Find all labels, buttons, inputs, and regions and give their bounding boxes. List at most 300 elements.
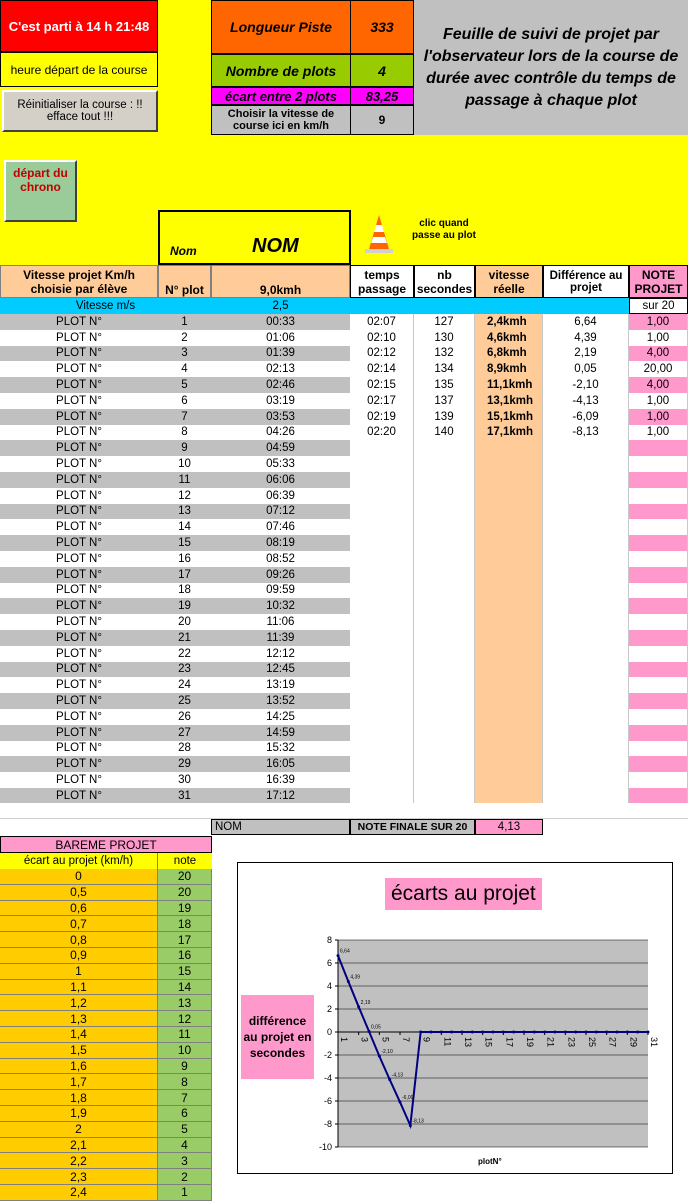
cell-difference (543, 488, 629, 504)
cell-note: 1,00 (629, 409, 688, 425)
bareme-note: 4 (158, 1138, 212, 1154)
cell-seconds: 140 (414, 425, 475, 441)
cell-difference: 0,05 (543, 361, 629, 377)
cell-seconds (414, 630, 475, 646)
cell-seconds: 132 (414, 346, 475, 362)
bareme-gap: 1,4 (0, 1027, 158, 1043)
col-header-time: temps passage (350, 265, 414, 298)
cell-plot-number: 14 (178, 521, 191, 534)
cell-difference: -6,09 (543, 409, 629, 425)
cell-passage-time[interactable]: 02:20 (350, 425, 414, 441)
track-length-label: Longueur Piste (211, 0, 351, 54)
cell-real-speed (475, 630, 543, 646)
cell-plot-number: 1 (181, 315, 188, 328)
traffic-cone-icon[interactable] (362, 213, 396, 255)
cell-passage-time[interactable] (350, 709, 414, 725)
cell-real-speed (475, 646, 543, 662)
cell-note: 1,00 (629, 314, 688, 330)
bareme-gap: 0,7 (0, 916, 158, 932)
cell-seconds (414, 583, 475, 599)
cell-passage-time[interactable] (350, 598, 414, 614)
cell-passage-time[interactable] (350, 662, 414, 678)
x-tick-label: 25 (587, 1037, 597, 1048)
cell-projected-time: 06:06 (266, 473, 295, 486)
table-row (0, 519, 688, 535)
cell-passage-time[interactable] (350, 567, 414, 583)
cell-plot-number: 2 (181, 331, 188, 344)
cell-passage-time[interactable]: 02:19 (350, 409, 414, 425)
cell-difference: 2,19 (543, 346, 629, 362)
cell-real-speed (475, 677, 543, 693)
bareme-gap: 1,1 (0, 980, 158, 996)
cell-plot-label: PLOT N° (56, 552, 102, 565)
bareme-gap: 2,4 (0, 1185, 158, 1201)
cell-plot-number: 11 (178, 473, 191, 486)
cell-real-speed (475, 488, 543, 504)
cell-difference: 6,64 (543, 314, 629, 330)
y-tick-label: -6 (323, 1096, 332, 1106)
bareme-row (0, 995, 212, 1011)
cell-note (629, 583, 688, 599)
data-point (419, 1031, 422, 1034)
cell-difference (543, 662, 629, 678)
cell-plot-label: PLOT N° (56, 774, 102, 787)
cell-plot-label: PLOT N° (56, 616, 102, 629)
cell-passage-time[interactable] (350, 772, 414, 788)
cell-note (629, 756, 688, 772)
x-tick-label: 9 (421, 1037, 432, 1043)
cell-passage-time[interactable]: 02:14 (350, 361, 414, 377)
table-row (0, 440, 688, 456)
cell-seconds (414, 646, 475, 662)
cell-real-speed (475, 504, 543, 520)
gap-label: écart entre 2 plots (211, 87, 351, 105)
cell-difference (543, 504, 629, 520)
bareme-note: 9 (158, 1059, 212, 1075)
cones-label: Nombre de plots (211, 54, 351, 87)
table-row (0, 456, 688, 472)
ms-row (0, 298, 688, 314)
bareme-note: 3 (158, 1153, 212, 1169)
bareme-note: 14 (158, 980, 212, 996)
footer-name-label: NOM (211, 819, 350, 835)
table-row (0, 330, 688, 346)
cell-difference (543, 741, 629, 757)
col-header-speed: Vitesse projet Km/h choisie par élève (0, 265, 158, 298)
cell-projected-time: 00:33 (266, 315, 295, 328)
y-tick-label: 0 (326, 1027, 332, 1037)
cell-note (629, 535, 688, 551)
cell-seconds (414, 614, 475, 630)
data-label: 4,39 (350, 974, 361, 981)
cell-note (629, 662, 688, 678)
bareme-gap: 1 (0, 964, 158, 980)
reset-button[interactable]: Réinitialiser la course : !! efface tout !!! (2, 90, 158, 132)
cell-note (629, 551, 688, 567)
cell-projected-time: 01:39 (266, 347, 295, 360)
table-row (0, 693, 688, 709)
cell-projected-time: 02:13 (266, 363, 295, 376)
bareme-row (0, 1090, 212, 1106)
cell-real-speed (475, 598, 543, 614)
table-row (0, 614, 688, 630)
cell-plot-number: 13 (178, 505, 191, 518)
y-tick-label: 2 (326, 1004, 332, 1014)
cell-passage-time[interactable]: 02:17 (350, 393, 414, 409)
bareme-row (0, 964, 212, 980)
table-row (0, 725, 688, 741)
cell-passage-time[interactable]: 02:15 (350, 377, 414, 393)
col-header-real-speed: vitesse réelle (475, 265, 543, 298)
x-tick-label: 11 (442, 1037, 453, 1047)
cell-plot-number: 4 (181, 363, 188, 376)
bareme-table (0, 869, 212, 1200)
cell-projected-time: 07:46 (266, 521, 295, 534)
data-label: -8,13 (412, 1118, 424, 1125)
cell-plot-number: 22 (178, 647, 191, 660)
data-point (450, 1031, 453, 1034)
cell-seconds (414, 741, 475, 757)
data-point (430, 1031, 433, 1034)
cell-difference (543, 709, 629, 725)
bareme-note: 5 (158, 1122, 212, 1138)
bareme-row (0, 1059, 212, 1075)
cell-seconds (414, 598, 475, 614)
bareme-gap: 1,7 (0, 1074, 158, 1090)
bareme-gap: 1,6 (0, 1059, 158, 1075)
cell-plot-number: 9 (181, 442, 188, 455)
bareme-note: 8 (158, 1074, 212, 1090)
table-row (0, 598, 688, 614)
cell-passage-time[interactable] (350, 440, 414, 456)
cell-seconds: 134 (414, 361, 475, 377)
cell-seconds (414, 440, 475, 456)
data-label: 0,05 (371, 1024, 381, 1031)
cell-difference (543, 677, 629, 693)
cell-difference (543, 725, 629, 741)
cell-note: 4,00 (629, 377, 688, 393)
cell-projected-time: 05:33 (266, 458, 295, 471)
cell-note (629, 772, 688, 788)
cell-seconds (414, 567, 475, 583)
bareme-row (0, 948, 212, 964)
y-tick-label: -2 (323, 1050, 332, 1060)
table-row (0, 646, 688, 662)
cell-real-speed: 17,1kmh (475, 425, 543, 441)
cell-real-speed (475, 551, 543, 567)
chrono-start-button[interactable]: départ du chrono (4, 160, 77, 222)
x-tick-label: 5 (380, 1037, 391, 1043)
cell-plot-number: 28 (178, 742, 191, 755)
cell-plot-label: PLOT N° (56, 758, 102, 771)
track-length-value[interactable]: 333 (350, 0, 414, 54)
name-small-label: Nom (170, 244, 197, 258)
cell-plot-label: PLOT N° (56, 394, 102, 407)
data-point (440, 1031, 443, 1034)
cell-note (629, 788, 688, 804)
table-row (0, 551, 688, 567)
cell-seconds (414, 504, 475, 520)
final-grade-label: NOTE FINALE SUR 20 (350, 819, 475, 835)
cones-value[interactable]: 4 (350, 54, 414, 87)
bareme-note: 12 (158, 1011, 212, 1027)
data-point (492, 1031, 495, 1034)
cell-passage-time[interactable] (350, 725, 414, 741)
bareme-row (0, 1074, 212, 1090)
cell-projected-time: 04:59 (266, 442, 295, 455)
cell-difference (543, 772, 629, 788)
cell-plot-label: PLOT N° (56, 710, 102, 723)
cell-seconds (414, 709, 475, 725)
bareme-note: 11 (158, 1027, 212, 1043)
cell-passage-time[interactable] (350, 472, 414, 488)
cell-seconds (414, 662, 475, 678)
cell-passage-time[interactable] (350, 693, 414, 709)
cell-passage-time[interactable] (350, 504, 414, 520)
cell-note: 1,00 (629, 425, 688, 441)
bareme-gap: 0,8 (0, 932, 158, 948)
table-row (0, 772, 688, 788)
cell-note: 1,00 (629, 330, 688, 346)
cell-real-speed (475, 614, 543, 630)
table-row (0, 346, 688, 362)
data-point (481, 1031, 484, 1034)
data-point (471, 1031, 474, 1034)
table-row (0, 409, 688, 425)
cell-projected-time: 15:32 (266, 742, 295, 755)
cell-plot-label: PLOT N° (56, 347, 102, 360)
cell-real-speed (475, 583, 543, 599)
cell-projected-time: 13:19 (266, 679, 295, 692)
x-tick-label: 1 (339, 1037, 349, 1043)
data-label: -2,10 (381, 1049, 393, 1056)
table-row (0, 535, 688, 551)
bareme-gap: 2 (0, 1122, 158, 1138)
cell-passage-time[interactable] (350, 583, 414, 599)
cell-plot-number: 5 (181, 379, 188, 392)
bareme-gap: 2,2 (0, 1153, 158, 1169)
cell-note (629, 677, 688, 693)
cell-plot-label: PLOT N° (56, 726, 102, 739)
cell-seconds (414, 488, 475, 504)
x-tick-label: 21 (545, 1037, 556, 1048)
cell-passage-time[interactable]: 02:07 (350, 314, 414, 330)
cell-real-speed: 13,1kmh (475, 393, 543, 409)
cell-seconds (414, 535, 475, 551)
cell-passage-time[interactable] (350, 630, 414, 646)
cell-seconds (414, 472, 475, 488)
cell-note (629, 456, 688, 472)
bareme-gap: 1,8 (0, 1090, 158, 1106)
cell-note (629, 725, 688, 741)
cell-note (629, 614, 688, 630)
x-tick-label: 3 (359, 1037, 370, 1043)
col-header-note: NOTE PROJET (629, 265, 688, 298)
data-label: -4,13 (391, 1072, 404, 1079)
table-row (0, 567, 688, 583)
cell-real-speed (475, 472, 543, 488)
cell-plot-number: 16 (178, 552, 191, 565)
cell-real-speed (475, 662, 543, 678)
cell-note: 20,00 (629, 361, 688, 377)
cell-passage-time[interactable] (350, 456, 414, 472)
data-point (616, 1031, 619, 1034)
cell-plot-label: PLOT N° (56, 647, 102, 660)
cell-passage-time[interactable] (350, 646, 414, 662)
cell-difference (543, 472, 629, 488)
bareme-gap: 0,5 (0, 885, 158, 901)
data-point (585, 1031, 588, 1034)
cell-passage-time[interactable] (350, 519, 414, 535)
bareme-row (0, 1138, 212, 1154)
speed-choice-input[interactable]: 9 (350, 105, 414, 135)
cell-note (629, 709, 688, 725)
cell-passage-time[interactable] (350, 488, 414, 504)
cell-seconds (414, 677, 475, 693)
cell-passage-time[interactable]: 02:10 (350, 330, 414, 346)
cell-projected-time: 09:26 (266, 568, 295, 581)
bareme-note: 18 (158, 916, 212, 932)
x-tick-label: 17 (504, 1037, 515, 1048)
x-tick-label: 29 (628, 1037, 639, 1048)
ms-label: Vitesse m/s (0, 298, 211, 314)
data-point (564, 1031, 567, 1034)
data-point (461, 1031, 464, 1034)
data-point (626, 1031, 629, 1034)
cell-projected-time: 04:26 (266, 426, 295, 439)
cell-difference (543, 519, 629, 535)
bareme-note: 15 (158, 964, 212, 980)
cell-note (629, 472, 688, 488)
cell-passage-time[interactable] (350, 535, 414, 551)
cell-difference: -8,13 (543, 425, 629, 441)
cell-plot-label: PLOT N° (56, 663, 102, 676)
data-point (554, 1031, 557, 1034)
bareme-col-note: note (158, 853, 212, 869)
x-tick-label: 7 (401, 1037, 411, 1043)
cell-passage-time[interactable] (350, 614, 414, 630)
col-header-seconds: nb secondes (414, 265, 475, 298)
cell-projected-time: 08:52 (266, 552, 295, 565)
cell-note (629, 693, 688, 709)
ms-row-fill (350, 298, 629, 314)
start-time-caption: heure départ de la course (0, 52, 158, 87)
bareme-note: 2 (158, 1169, 212, 1185)
cell-passage-time[interactable] (350, 551, 414, 567)
cell-seconds (414, 693, 475, 709)
cell-passage-time[interactable] (350, 741, 414, 757)
cell-real-speed (475, 788, 543, 804)
cell-note: 4,00 (629, 346, 688, 362)
data-point (512, 1031, 515, 1034)
cell-projected-time: 10:32 (266, 600, 295, 613)
data-point (523, 1031, 526, 1034)
cell-passage-time[interactable] (350, 756, 414, 772)
chart-title: écarts au projet (385, 878, 542, 910)
x-tick-label: 27 (607, 1037, 618, 1048)
cell-seconds (414, 456, 475, 472)
cell-projected-time: 16:05 (266, 758, 295, 771)
cell-plot-label: PLOT N° (56, 695, 102, 708)
cell-note (629, 646, 688, 662)
bareme-gap: 2,1 (0, 1138, 158, 1154)
cell-plot-label: PLOT N° (56, 473, 102, 486)
cell-passage-time[interactable] (350, 677, 414, 693)
data-point (595, 1031, 598, 1034)
cell-passage-time[interactable] (350, 788, 414, 804)
col-header-plot: N° plot (158, 265, 211, 298)
table-row (0, 314, 688, 330)
table-row (0, 425, 688, 441)
cell-seconds (414, 551, 475, 567)
col-header-projected-speed: 9,0kmh (211, 265, 350, 298)
bareme-row (0, 1027, 212, 1043)
table-row (0, 377, 688, 393)
bareme-row (0, 901, 212, 917)
cell-seconds (414, 772, 475, 788)
cell-real-speed (475, 741, 543, 757)
footer-row (0, 819, 688, 835)
table-row (0, 677, 688, 693)
cell-difference (543, 440, 629, 456)
chart-plot (310, 930, 660, 1170)
cell-plot-label: PLOT N° (56, 568, 102, 581)
cell-real-speed (475, 535, 543, 551)
cell-seconds: 135 (414, 377, 475, 393)
bareme-note: 6 (158, 1106, 212, 1122)
cell-projected-time: 11:06 (266, 616, 295, 629)
cell-real-speed: 11,1kmh (475, 377, 543, 393)
cell-plot-number: 12 (178, 489, 191, 502)
chart-ylabel: différence au projet en secondes (241, 995, 314, 1079)
bareme-row (0, 869, 212, 885)
cell-plot-number: 31 (178, 789, 191, 802)
table-row (0, 741, 688, 757)
cell-plot-number: 19 (178, 600, 191, 613)
bareme-row (0, 932, 212, 948)
table-row (0, 583, 688, 599)
cell-seconds: 139 (414, 409, 475, 425)
cell-plot-label: PLOT N° (56, 521, 102, 534)
cell-plot-number: 27 (178, 726, 191, 739)
cell-plot-label: PLOT N° (56, 410, 102, 423)
x-tick-label: 19 (525, 1037, 535, 1048)
bareme-row (0, 1153, 212, 1169)
cell-passage-time[interactable]: 02:12 (350, 346, 414, 362)
cell-plot-label: PLOT N° (56, 600, 102, 613)
cell-plot-label: PLOT N° (56, 442, 102, 455)
cell-plot-label: PLOT N° (56, 331, 102, 344)
cell-projected-time: 03:53 (266, 410, 295, 423)
table-row (0, 361, 688, 377)
bareme-gap: 0,9 (0, 948, 158, 964)
cell-plot-label: PLOT N° (56, 363, 102, 376)
y-tick-label: 8 (326, 935, 332, 945)
cell-plot-label: PLOT N° (56, 458, 102, 471)
cell-plot-number: 15 (178, 537, 191, 550)
cell-difference (543, 630, 629, 646)
cell-seconds (414, 519, 475, 535)
cell-difference (543, 456, 629, 472)
cell-seconds (414, 725, 475, 741)
gap-value: 83,25 (350, 87, 414, 105)
final-grade-value: 4,13 (475, 819, 543, 835)
cell-projected-time: 17:12 (266, 789, 295, 802)
cell-difference (543, 567, 629, 583)
table-row (0, 472, 688, 488)
cell-projected-time: 06:39 (266, 489, 295, 502)
cell-plot-number: 30 (178, 774, 191, 787)
